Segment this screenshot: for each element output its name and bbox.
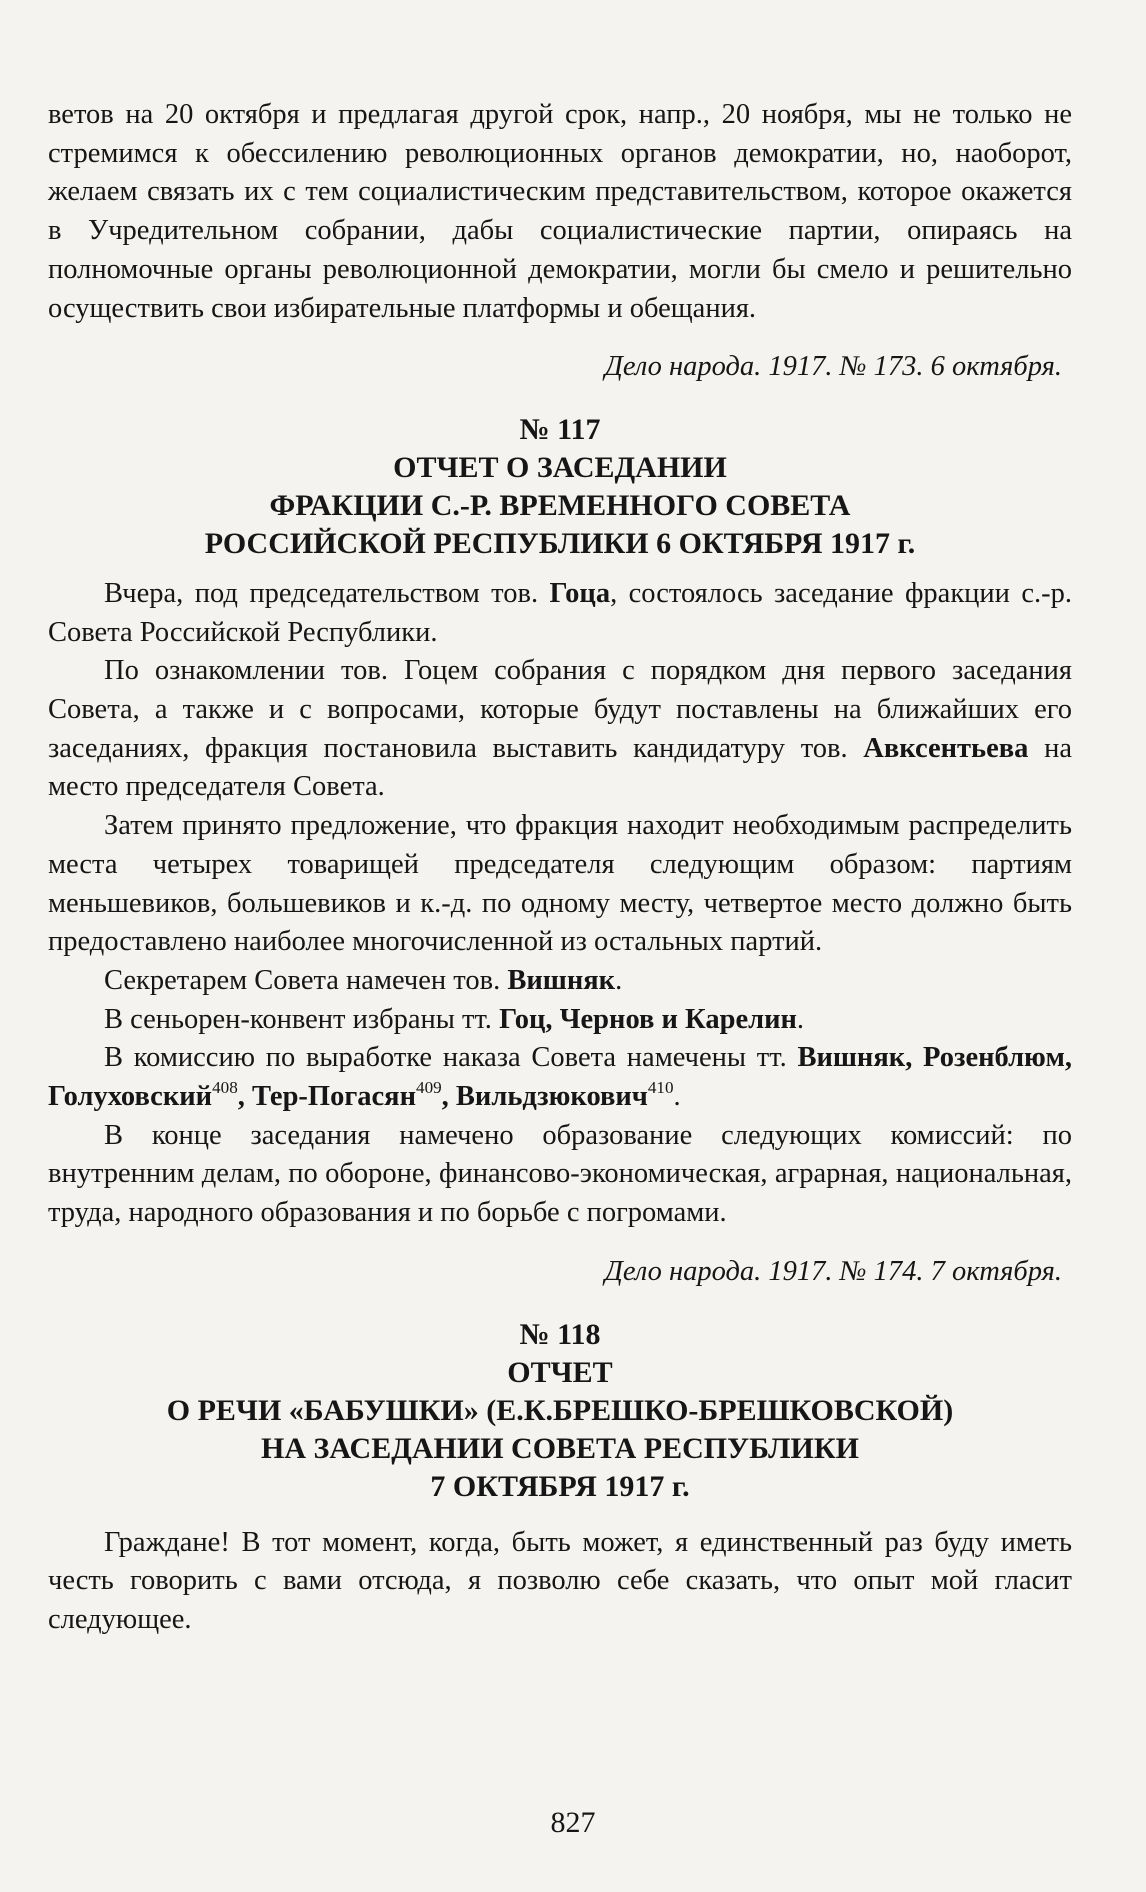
separator: , (441, 1081, 456, 1113)
text: на место председателя Совета. (48, 732, 1072, 803)
document-number-117: № 117 (519, 412, 601, 446)
document-number-118: № 118 (519, 1317, 601, 1351)
name-bold: Вишняк, Розенблюм, Голуховский (48, 1042, 1072, 1113)
page-body (48, 96, 1072, 1640)
title-117-line-1: ОТЧЕТ О ЗАСЕДАНИИ (393, 450, 727, 484)
title-117-line-2: ФРАКЦИИ С.-Р. ВРЕМЕННОГО СОВЕТА (269, 488, 851, 522)
name-bold: Гоца (549, 577, 611, 609)
paragraph-117-3: Затем принято предложение, что фракция находит необходимым распределить места четырех товарищей председателя следующим образом: партиям меньшевиков, большевиков и к.-д. по одному месту, четвертое место должно быть предоставлено наиболее многочисленной из остальных партий. (48, 810, 1072, 958)
paragraph-117-1 (48, 575, 1072, 652)
name-bold: Вишняк (507, 964, 616, 996)
document-title-118 (48, 1354, 1072, 1506)
footnote-ref-410: 410 (647, 1077, 674, 1097)
text: , состоялось заседание фракции с.-р. Совета Российской Республики. (48, 577, 1072, 648)
paragraph-117-5 (48, 1001, 1072, 1040)
text: Секретарем Совета намечен тов. (104, 964, 508, 996)
name-bold: Тер-Погасян (252, 1081, 417, 1113)
text: . (796, 1003, 805, 1035)
footnote-ref-409: 409 (416, 1077, 442, 1097)
separator: , (237, 1081, 252, 1113)
name-bold: Авксентьева (863, 732, 1029, 764)
paragraph-118-1: Граждане! В тот момент, когда, быть может, я единственный раз буду иметь честь говорить с вами отсюда, я позволю себе сказать, что опыт мой гласит следующее. (48, 1526, 1072, 1635)
page-number: 827 (550, 1806, 596, 1839)
title-118-line-4: 7 ОКТЯБРЯ 1917 г. (430, 1469, 690, 1503)
paragraph-117-4 (48, 962, 1072, 1001)
title-118-line-3: НА ЗАСЕДАНИИ СОВЕТА РЕСПУБЛИКИ (261, 1431, 859, 1465)
source-citation-173: Дело народа. 1917. № 173. 6 октября. (604, 351, 1062, 383)
text: В комиссию по выработке наказа Совета намечены тт. (104, 1042, 798, 1074)
title-117-line-3: РОССИЙСКОЙ РЕСПУБЛИКИ 6 ОКТЯБРЯ 1917 г. (204, 526, 916, 560)
document-title-117 (48, 449, 1072, 563)
text: В сеньорен-конвент избраны тт. (104, 1003, 500, 1035)
name-bold: Вильдзюкович (455, 1081, 648, 1113)
paragraph-117-7: В конце заседания намечено образование следующих комиссий: по внутренним делам, по обороне, финансово-экономическая, аграрная, национальная, труда, народного образования и по борьбе с погромами. (48, 1119, 1072, 1229)
text: По ознакомлении тов. Гоцем собрания с порядком дня первого заседания Совета, а также и с вопросами, которые будут поставлены на ближайших его заседаниях, фракция постановила выставить кандидатуру тов. (48, 655, 1072, 764)
source-citation-174: Дело народа. 1917. № 174. 7 октября. (604, 1255, 1062, 1287)
intro-paragraph: ветов на 20 октября и предлагая другой срок, напр., 20 ноября, мы не только не стремимся к обессилению революционных органов демократии, но, наоборот, желаем связать их с тем социалистическим представительством, которое окажется в Учредительном собрании, дабы социалистические партии, опираясь на полномочные органы революционной демократии, могли бы смело и решительно осуществить свои избирательные платформы и обещания. (48, 99, 1072, 324)
footnote-ref-408: 408 (212, 1077, 238, 1097)
title-118-line-2: О РЕЧИ «БАБУШКИ» (Е.К.БРЕШКО-БРЕШКОВСКОЙ) (166, 1393, 954, 1427)
text: . (673, 1081, 681, 1113)
name-bold: Гоц, Чернов и Карелин (499, 1003, 797, 1035)
title-118-line-1: ОТЧЕТ (507, 1355, 613, 1389)
paragraph-117-2 (48, 652, 1072, 807)
paragraph-117-6 (48, 1039, 1072, 1116)
text: Вчера, под председательством тов. (104, 577, 550, 609)
text: . (615, 964, 623, 996)
